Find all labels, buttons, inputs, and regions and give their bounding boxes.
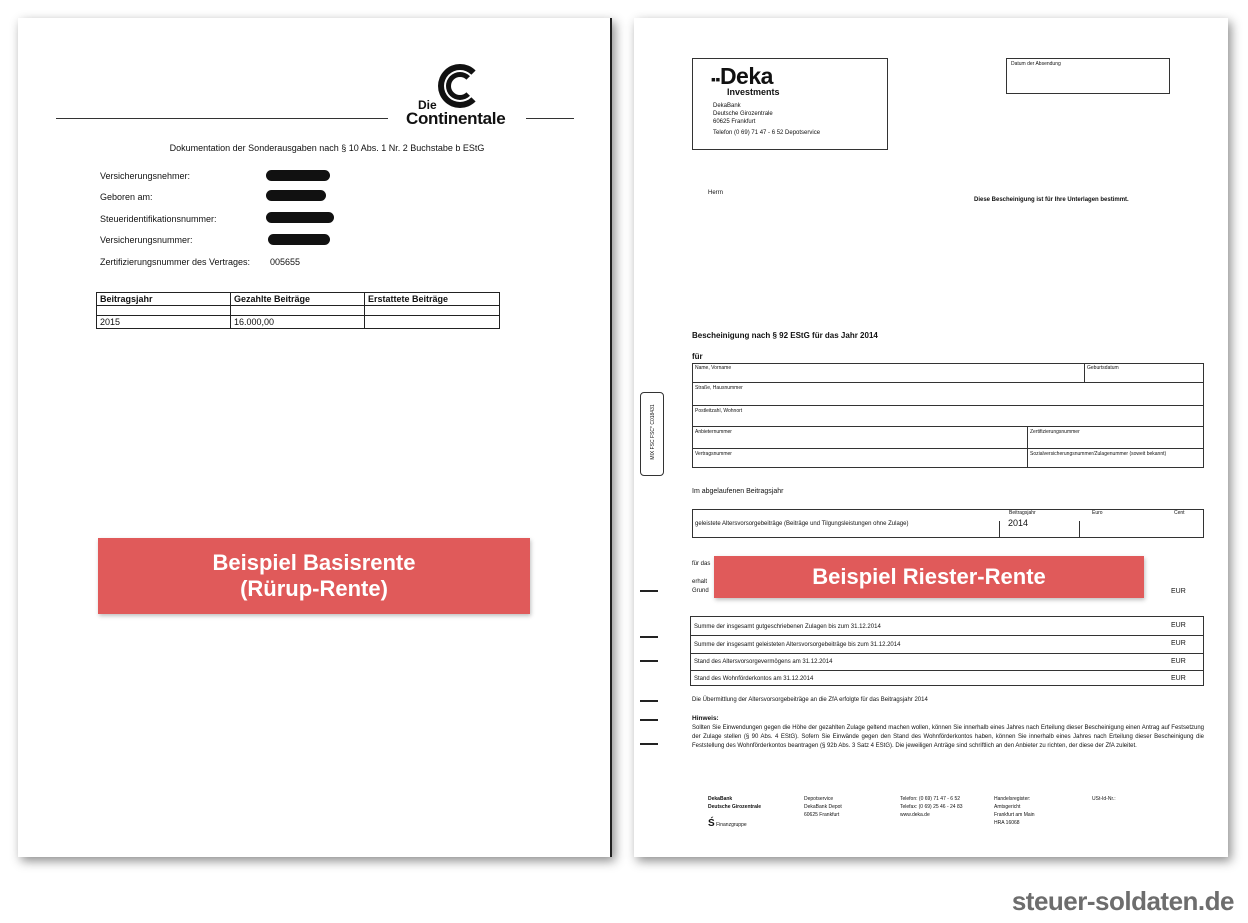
riester-banner: Beispiel Riester-Rente bbox=[714, 556, 1144, 598]
eur-label: EUR bbox=[1171, 622, 1186, 629]
form-label-zertifizierung: Zertifizierungsnummer bbox=[1030, 429, 1080, 435]
riester-document bbox=[634, 18, 1228, 857]
footer-col-2 bbox=[804, 795, 842, 819]
deka-logo-sub: Investments bbox=[727, 87, 780, 97]
logo-inner-ring-icon bbox=[446, 72, 474, 100]
versicherungsnummer-label: Versicherungsnummer: bbox=[100, 235, 193, 245]
footer-line: Handelsregister: bbox=[994, 796, 1031, 802]
banner-line-1: Beispiel Basisrente bbox=[212, 550, 416, 575]
fold-mark bbox=[640, 590, 658, 592]
finanzgruppe bbox=[708, 818, 747, 829]
fold-mark bbox=[640, 660, 658, 662]
table-header: Gezahlte Beiträge bbox=[231, 293, 365, 306]
sparkasse-icon: Ś bbox=[708, 818, 715, 829]
form-label-geburtsdatum: Geburtsdatum bbox=[1087, 365, 1119, 371]
form-divider bbox=[692, 448, 1204, 449]
summary-row-label: Stand des Altersvorsorgevermögens am 31.12.2014 bbox=[694, 659, 833, 665]
finanzgruppe-label: Finanzgruppe bbox=[716, 822, 747, 828]
continentale-logo bbox=[406, 64, 524, 128]
datum-box bbox=[1006, 58, 1170, 94]
partial-label: für das bbox=[692, 561, 711, 567]
address-line: Deutsche Girozentrale bbox=[713, 111, 773, 117]
fuer-label: für bbox=[692, 352, 703, 361]
hinweis-text: Sollten Sie Einwendungen gegen die Höhe der gezahlten Zulage geltend machen wollen, können Sie innerhalb eines Jahres nach Erteilung dieser Bescheinigung einen Antrag auf Festsetzung der Zulage stellen (§ 90 Abs. 4 EStG). Sofern Sie Einwände gegen den Stand des Wohnförderkontos haben, können Sie innerhalb eines Jahres nach Erteilung dieser Bescheinigung die Feststellung des Wohnförderkontos beantragen (§ 92b Abs. 3 Satz 4 EStG). Die jeweiligen Anträge sind schriftlich an den Anbieter zu richten, der diese der ZfA zuleitet. bbox=[692, 725, 1204, 749]
eur-label: EUR bbox=[1171, 588, 1186, 595]
deka-logo bbox=[711, 63, 773, 90]
redaction-bar bbox=[266, 170, 330, 181]
footer-line: DekaBank bbox=[708, 796, 733, 802]
form-divider bbox=[692, 382, 1204, 383]
footer-line: USt-Id-Nr.: bbox=[1092, 796, 1116, 802]
partial-label: erhalt bbox=[692, 579, 708, 585]
document-title: Dokumentation der Sonderausgaben nach § 10 Abs. 1 Nr. 2 Buchstabe b EStG bbox=[169, 143, 485, 153]
address-box bbox=[692, 58, 888, 150]
table-header-row bbox=[97, 293, 500, 306]
geboren-label: Geboren am: bbox=[100, 192, 153, 202]
deka-logo-bars-icon: ▪▪ bbox=[711, 71, 720, 87]
section-heading: Im abgelaufenen Beitragsjahr bbox=[692, 488, 784, 495]
table-header: Beitragsjahr bbox=[97, 293, 231, 306]
table-cell: 2015 bbox=[97, 316, 231, 329]
header-rule-right bbox=[526, 118, 574, 119]
transfer-note: Die Übermittlung der Altersvorsorgebeiträge an die ZfA erfolgte für das Beitragsjahr 2014 bbox=[692, 697, 928, 703]
form-divider bbox=[692, 426, 1204, 427]
fold-mark bbox=[640, 636, 658, 638]
form-label-plz: Postleitzahl, Wohnort bbox=[695, 408, 743, 414]
logo-text-die: Die bbox=[418, 98, 437, 112]
versicherungsnehmer-label: Versicherungsnehmer: bbox=[100, 171, 191, 181]
form-label-anbieter: Anbieternummer bbox=[695, 429, 732, 435]
notice: Diese Bescheinigung ist für Ihre Unterlagen bestimmt. bbox=[974, 197, 1129, 203]
footer-line: Depotservice bbox=[804, 796, 834, 802]
footer-line: Amtsgericht bbox=[994, 804, 1021, 810]
table-cell bbox=[231, 306, 365, 316]
watermark: steuer-soldaten.de bbox=[1011, 886, 1234, 916]
summary-row-label: Stand des Wohnförderkontos am 31.12.2014 bbox=[694, 676, 814, 682]
eur-label: EUR bbox=[1171, 640, 1186, 647]
footer-line: DekaBank Depot bbox=[804, 804, 842, 810]
basisrente-banner bbox=[98, 538, 530, 614]
footer-col-1 bbox=[708, 795, 761, 811]
footer-line: Telefax: (0 69) 25 46 - 24 83 bbox=[900, 804, 963, 810]
eur-label: EUR bbox=[1171, 658, 1186, 665]
basisrente-document bbox=[18, 18, 612, 857]
address-line: DekaBank bbox=[713, 103, 741, 109]
bescheinigung-heading: Bescheinigung nach § 92 EStG für das Jahr 2014 bbox=[692, 331, 878, 340]
redaction-bar bbox=[266, 212, 334, 223]
datum-label: Datum der Absendung bbox=[1011, 61, 1061, 67]
steuer-id-label: Steueridentifikationsnummer: bbox=[100, 214, 217, 224]
form-divider bbox=[692, 405, 1204, 406]
fold-mark bbox=[640, 719, 658, 721]
fsc-text: MIX FSC FSC* C018431 bbox=[650, 404, 656, 460]
form-divider-v bbox=[999, 521, 1000, 538]
fsc-side-label bbox=[640, 392, 664, 476]
banner-line-2: (Rürup-Rente) bbox=[240, 576, 388, 601]
redaction-bar bbox=[268, 234, 330, 245]
footer-col-4 bbox=[994, 795, 1035, 827]
col-beitragsjahr: Beitragsjahr bbox=[1009, 510, 1036, 516]
summary-row-label: Summe der insgesamt geleisteten Altersvorsorgebeiträge bis zum 31.12.2014 bbox=[694, 642, 901, 648]
footer-line: 60625 Frankfurt bbox=[804, 812, 840, 818]
footer-line: Telefon: (0 69) 71 47 - 6 52 bbox=[900, 796, 961, 802]
header-rule-left bbox=[56, 118, 388, 119]
fold-mark bbox=[640, 743, 658, 745]
logo-text-continentale: Continentale bbox=[406, 109, 506, 128]
col-euro: Euro bbox=[1092, 510, 1103, 516]
salutation: Herrn bbox=[708, 190, 724, 196]
table-cell bbox=[365, 316, 500, 329]
form-label-name: Name, Vorname bbox=[695, 365, 732, 371]
eur-label: EUR bbox=[1171, 675, 1186, 682]
form-divider bbox=[690, 670, 1204, 671]
partial-label: Grund bbox=[692, 588, 709, 594]
footer-col-5 bbox=[1092, 795, 1116, 803]
form-label-strasse: Straße, Hausnummer bbox=[695, 385, 743, 391]
redaction-bar bbox=[266, 190, 326, 201]
form-divider-v bbox=[1027, 426, 1028, 468]
form-divider-v bbox=[1079, 521, 1080, 538]
zertifizierung-value: 005655 bbox=[270, 257, 301, 267]
form-divider bbox=[690, 653, 1204, 654]
form-divider-v bbox=[1084, 363, 1085, 382]
col-cent: Cent bbox=[1174, 510, 1185, 516]
beitrag-table bbox=[96, 292, 500, 329]
footer-col-3 bbox=[900, 795, 963, 819]
table-cell bbox=[365, 306, 500, 316]
contribution-year: 2014 bbox=[1008, 518, 1029, 528]
form-label-sozial: Sozialversicherungsnummer/Zulagenummer (soweit bekannt) bbox=[1030, 451, 1167, 457]
footer-line: www.deka.de bbox=[900, 812, 930, 818]
form-label-vertrag: Vertragsnummer bbox=[695, 451, 732, 457]
fold-mark bbox=[640, 700, 658, 702]
contribution-label: geleistete Altersvorsorgebeiträge (Beiträge und Tilgungsleistungen ohne Zulage) bbox=[695, 521, 909, 527]
footer-line: Deutsche Girozentrale bbox=[708, 804, 762, 810]
address-line: 60625 Frankfurt bbox=[713, 119, 756, 125]
form-divider bbox=[690, 635, 1204, 636]
deka-logo-text: Deka bbox=[719, 63, 773, 89]
hinweis-title: Hinweis: bbox=[692, 715, 719, 722]
table-row bbox=[97, 306, 500, 316]
table-cell bbox=[97, 306, 231, 316]
summary-row-label: Summe der insgesamt gutgeschriebenen Zulagen bis zum 31.12.2014 bbox=[694, 624, 881, 630]
address-line: Telefon (0 69) 71 47 - 6 52 Depotservice bbox=[713, 130, 821, 136]
footer-line: Frankfurt am Main bbox=[994, 812, 1035, 818]
table-cell: 16.000,00 bbox=[231, 316, 365, 329]
zertifizierung-label: Zertifizierungsnummer des Vertrages: bbox=[100, 257, 251, 267]
table-header: Erstattete Beiträge bbox=[365, 293, 500, 306]
table-row bbox=[97, 316, 500, 329]
footer-line: HRA 16068 bbox=[994, 820, 1020, 826]
